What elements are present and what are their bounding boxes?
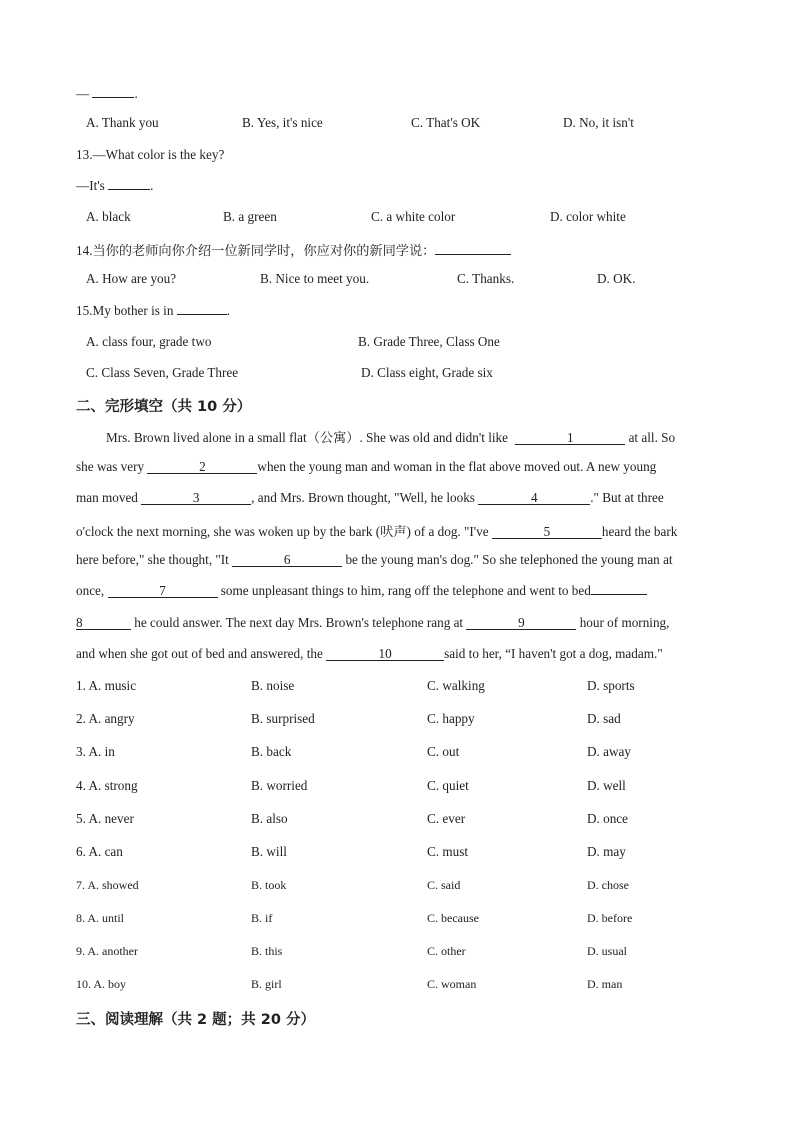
cloze-blank-5: 5 <box>492 525 602 539</box>
cloze-text: she was very <box>76 459 145 474</box>
cloze-text: o'clock the next morning, she was woken up by the bark (吠声) of a dog. "I've <box>76 524 489 539</box>
q12-answer-line <box>76 86 138 102</box>
q15-suffix: . <box>226 303 231 318</box>
q14-option-b: B. Nice to meet you. <box>260 271 370 286</box>
cloze-line-5 <box>76 552 716 568</box>
q12-option-c: C. That's OK <box>411 115 481 130</box>
cloze-blank-9: 9 <box>466 616 576 630</box>
cloze-option: D. sad <box>587 711 621 726</box>
cloze-option: 2. A. angry <box>76 711 135 726</box>
q14-question: 14.当你的老师向你介绍一位新同学时，你应对你的新同学说： <box>76 243 436 258</box>
cloze-option: C. quiet <box>427 778 469 793</box>
cloze-line-7 <box>76 615 716 631</box>
cloze-text: he could answer. The next day Mrs. Brown's telephone rang at <box>134 615 464 630</box>
cloze-blank-2: 2 <box>147 460 257 474</box>
cloze-option: 9. A. another <box>76 944 138 958</box>
cloze-option: D. away <box>587 744 631 759</box>
section-2-heading: 二、完形填空（共 10 分） <box>76 399 252 415</box>
cloze-option: B. will <box>251 844 287 859</box>
q12-dash: — <box>76 86 90 101</box>
q13-reply-line <box>76 178 153 194</box>
q13-option-d: D. color white <box>550 209 626 224</box>
cloze-option: D. sports <box>587 678 635 693</box>
cloze-line-2 <box>76 459 716 475</box>
cloze-line-6 <box>76 583 716 599</box>
cloze-option: B. back <box>251 744 292 759</box>
cloze-text: when the young man and woman in the flat above moved out. A new young <box>257 459 657 474</box>
cloze-text: once, <box>76 583 105 598</box>
q12-option-a: A. Thank you <box>86 115 159 130</box>
cloze-line-8 <box>76 646 716 662</box>
cloze-blank-10: 10 <box>326 647 444 661</box>
cloze-option: D. well <box>587 778 626 793</box>
q15-question: 15.My bother is in <box>76 303 174 318</box>
q15-option-d: D. Class eight, Grade six <box>361 365 493 380</box>
cloze-option: C. happy <box>427 711 475 726</box>
cloze-option: C. said <box>427 878 461 892</box>
q12-blank <box>92 86 134 98</box>
cloze-text: at all. So <box>628 430 676 445</box>
cloze-text: heard the bark <box>601 524 678 539</box>
cloze-text: man moved <box>76 490 138 505</box>
cloze-option: D. chose <box>587 878 629 892</box>
q14-question-line <box>76 240 511 259</box>
q15-option-c: C. Class Seven, Grade Three <box>86 365 239 380</box>
q13-option-b: B. a green <box>223 209 277 224</box>
cloze-option: 7. A. showed <box>76 878 139 892</box>
cloze-blank-7: 7 <box>108 584 218 598</box>
cloze-option: C. ever <box>427 811 466 826</box>
cloze-line-1 <box>106 427 746 446</box>
q14-blank <box>435 243 511 255</box>
cloze-option: B. surprised <box>251 711 315 726</box>
cloze-option: B. also <box>251 811 288 826</box>
cloze-blank-8-line <box>591 583 647 595</box>
cloze-option: D. man <box>587 977 623 991</box>
cloze-text: some unpleasant things to him, rang off the telephone and went to bed <box>220 583 591 598</box>
cloze-option: D. once <box>587 811 629 826</box>
cloze-option: 10. A. boy <box>76 977 127 991</box>
cloze-blank-3: 3 <box>141 491 251 505</box>
cloze-option: B. worried <box>251 778 308 793</box>
cloze-option: C. out <box>427 744 460 759</box>
cloze-option: 8. A. until <box>76 911 125 925</box>
q12-option-d: D. No, it isn't <box>563 115 634 130</box>
cloze-option: C. must <box>427 844 469 859</box>
cloze-text: hour of morning, <box>579 615 670 630</box>
q13-reply-prefix: —It's <box>76 178 105 193</box>
q13-reply-suffix: . <box>150 178 154 193</box>
cloze-option: B. if <box>251 911 273 925</box>
q13-blank <box>108 178 150 190</box>
cloze-text: and when she got out of bed and answered, the <box>76 646 323 661</box>
cloze-text: ." But at three <box>590 490 664 505</box>
cloze-option: 5. A. never <box>76 811 134 826</box>
cloze-option: C. other <box>427 944 466 958</box>
cloze-blank-8: 8 <box>76 616 131 630</box>
cloze-option: C. walking <box>427 678 485 693</box>
cloze-option: B. girl <box>251 977 282 991</box>
cloze-option: 4. A. strong <box>76 778 138 793</box>
cloze-option: C. because <box>427 911 479 925</box>
cloze-option: D. may <box>587 844 626 859</box>
cloze-blank-4: 4 <box>478 491 590 505</box>
cloze-text: be the young man's dog." So she telephoned the young man at <box>345 552 673 567</box>
cloze-option: D. before <box>587 911 633 925</box>
q15-blank <box>177 303 227 315</box>
cloze-option: B. noise <box>251 678 295 693</box>
cloze-line-4 <box>76 521 716 540</box>
cloze-option: B. took <box>251 878 287 892</box>
cloze-blank-6: 6 <box>232 553 342 567</box>
cloze-option: C. woman <box>427 977 477 991</box>
q13-option-a: A. black <box>86 209 131 224</box>
cloze-option: B. this <box>251 944 283 958</box>
cloze-option: 1. A. music <box>76 678 137 693</box>
cloze-option: D. usual <box>587 944 627 958</box>
q15-option-a: A. class four, grade two <box>86 334 212 349</box>
q13-question: 13.—What color is the key? <box>76 147 225 162</box>
cloze-line-3 <box>76 490 716 506</box>
q14-option-a: A. How are you? <box>86 271 177 286</box>
q14-option-d: D. OK. <box>597 271 636 286</box>
cloze-blank-1: 1 <box>515 431 625 445</box>
cloze-text: , and Mrs. Brown thought, "Well, he looks <box>251 490 475 505</box>
q14-option-c: C. Thanks. <box>457 271 515 286</box>
q15-option-b: B. Grade Three, Class One <box>358 334 500 349</box>
cloze-option: 6. A. can <box>76 844 123 859</box>
q15-question-line <box>76 303 230 319</box>
cloze-text: said to her, “I haven't got a dog, madam." <box>444 646 663 661</box>
section-3-heading: 三、阅读理解（共 2 题；共 20 分） <box>76 1012 315 1028</box>
q12-period: . <box>134 86 138 101</box>
q12-option-b: B. Yes, it's nice <box>242 115 323 130</box>
cloze-option: 3. A. in <box>76 744 115 759</box>
cloze-text: Mrs. Brown lived alone in a small flat（公寓）. She was old and didn't like <box>106 430 508 445</box>
q13-option-c: C. a white color <box>371 209 456 224</box>
cloze-text: here before," she thought, "It <box>76 552 229 567</box>
